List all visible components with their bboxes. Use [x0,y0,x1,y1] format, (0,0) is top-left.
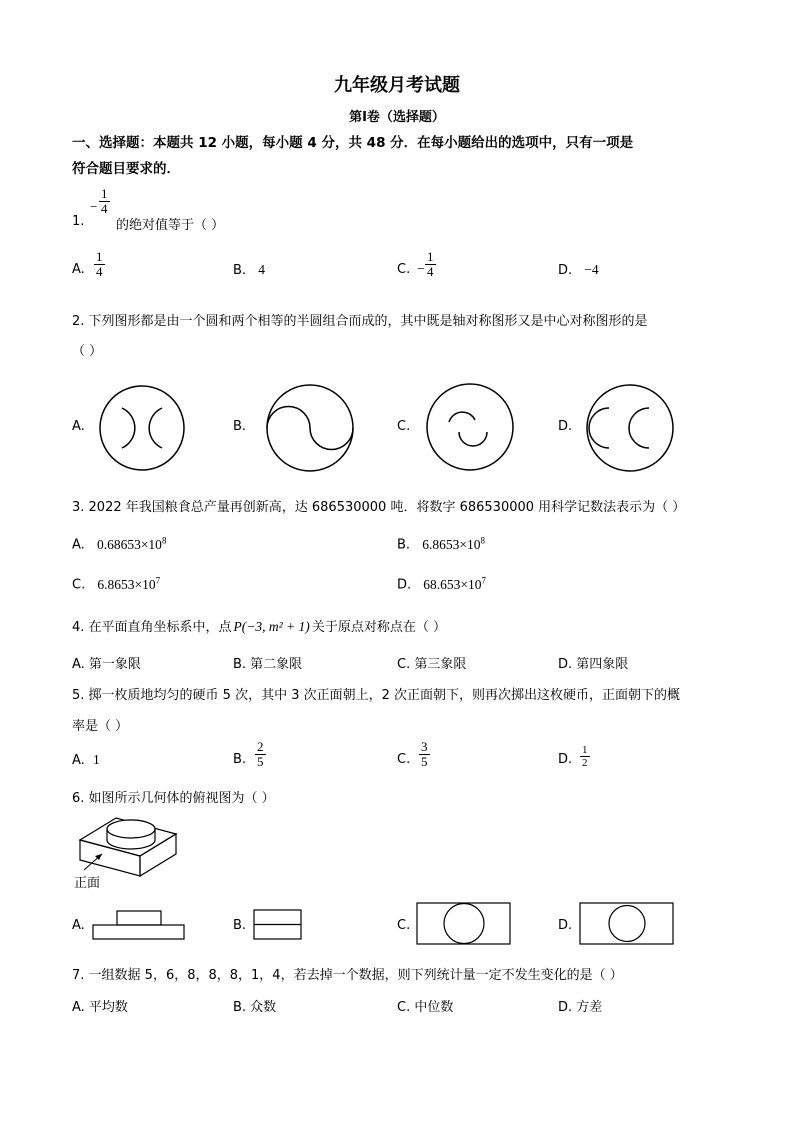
q7-option-b[interactable]: B. 众数 [233,1000,277,1015]
option-exponent: 7 [481,575,487,585]
question-4-stem-before: 4. 在平面直角坐标系中，点 [72,620,232,635]
q6-option-c-label[interactable]: C. [397,918,411,933]
fraction-sign: − [417,261,425,276]
q4-option-c[interactable]: C. 第三象限 [397,657,467,672]
option-base: 0.68653×10 [96,536,162,552]
question-4-stem-after: 关于原点对称点在（ ） [311,620,446,635]
q2-figure-d [585,383,675,473]
option-label: B. [233,752,247,767]
q6-option-b-label[interactable]: B. [233,918,247,933]
option-label: D. [558,752,573,767]
question-4-stem [72,616,446,635]
option-label: A. [72,262,85,277]
option-label: C. [72,577,86,593]
question-6-stem: 6. 如图所示几何体的俯视图为（ ） [72,791,275,806]
fraction-denominator: 5 [257,754,264,769]
q3-option-a[interactable] [72,535,166,553]
q2-option-d-label[interactable]: D. [558,419,573,434]
fraction-numerator: 3 [421,739,428,754]
page-subtitle: 第Ⅰ卷（选择题） [349,110,445,125]
page-title: 九年级月考试题 [334,75,460,96]
q3-option-c[interactable] [72,575,160,593]
question-1-number: 1. [72,214,85,229]
q4-option-b[interactable]: B. 第二象限 [233,657,303,672]
fraction-numerator: 1 [427,249,434,264]
option-exponent: 8 [480,535,485,545]
fraction-numerator: 1 [96,249,103,264]
q6-front-label: 正面 [74,876,101,891]
fraction-numerator: 2 [257,739,264,754]
option-label: B. [233,263,247,278]
q6-figure-d [579,902,675,946]
option-exponent: 8 [161,535,167,545]
q5-option-a[interactable] [72,752,100,768]
question-3-stem: 3. 2022 年我国粮食总产量再创新高，达 686530000 吨．将数字 686530000 用科学记数法表示为（ ） [72,500,686,515]
q3-option-b[interactable] [397,535,485,553]
q1-option-b[interactable] [233,262,265,278]
question-2-line1: 2. 下列图形都是由一个圆和两个相等的半圆组合而成的，其中既是轴对称图形又是中心对称图形的是 [72,314,648,329]
option-text: 4 [258,262,265,277]
q4-option-d[interactable]: D. 第四象限 [558,657,629,672]
question-4-point: P(−3, m² + 1) [233,619,310,634]
section-heading-line2: 符合题目要求的． [72,161,180,177]
option-label: C. [397,752,411,767]
q2-figure-a [98,384,186,472]
fraction-sign: − [90,199,98,214]
question-5-line2: 率是（ ） [72,719,129,734]
option-base: 68.653×10 [423,576,482,592]
option-text: −4 [584,262,599,277]
fraction-numerator: 1 [582,744,588,756]
option-label: C. [397,262,411,277]
question-2-line2: （ ） [72,344,103,359]
q6-figure-b [253,909,303,941]
option-text: 1 [92,752,100,767]
fraction-denominator: 4 [101,201,108,216]
q2-option-c-label[interactable]: C. [397,419,411,434]
option-label: B. [397,537,411,553]
fraction-denominator: 5 [421,754,428,769]
q2-option-a-label[interactable]: A. [72,419,85,434]
q6-figure-c [416,902,512,946]
q2-figure-b [265,383,355,473]
q6-option-a-label[interactable]: A. [72,918,85,933]
option-label: A. [72,753,85,768]
option-label: D. [558,263,573,278]
option-exponent: 7 [155,575,161,585]
fraction-denominator: 4 [427,264,434,279]
fraction-denominator: 2 [582,757,588,769]
question-5-line1: 5. 掷一枚质地均匀的硬币 5 次，其中 3 次正面朝上，2 次正面朝下，则再次掷出这枚硬币，正面朝下的概 [72,688,681,703]
q1-option-d[interactable] [558,262,599,278]
q6-option-d-label[interactable]: D. [558,918,573,933]
fraction-denominator: 4 [96,264,103,279]
q3-option-d[interactable] [397,575,486,593]
option-label: D. [397,577,412,593]
fraction-numerator: 1 [101,186,108,201]
question-7-stem: 7. 一组数据 5，6，8，8，8，1，4，若去掉一个数据，则下列统计量一定不发生变化的是（ ） [72,968,623,983]
q7-option-c[interactable]: C. 中位数 [397,1000,454,1015]
q2-option-b-label[interactable]: B. [233,419,247,434]
q6-figure-a [92,909,186,941]
q7-option-d[interactable]: D. 方差 [558,1000,603,1015]
q2-figure-c [425,382,515,472]
q7-option-a[interactable]: A. 平均数 [72,1000,128,1015]
option-base: 6.8653×10 [422,536,481,552]
option-base: 6.8653×10 [97,576,156,592]
q4-option-a[interactable]: A. 第一象限 [72,657,141,672]
option-label: A. [72,537,85,553]
question-1-stem: 的绝对值等于（ ） [116,218,225,233]
section-heading-line1: 一、选择题：本题共 12 小题，每小题 4 分，共 48 分．在每小题给出的选项中，只有一项是 [72,135,634,151]
